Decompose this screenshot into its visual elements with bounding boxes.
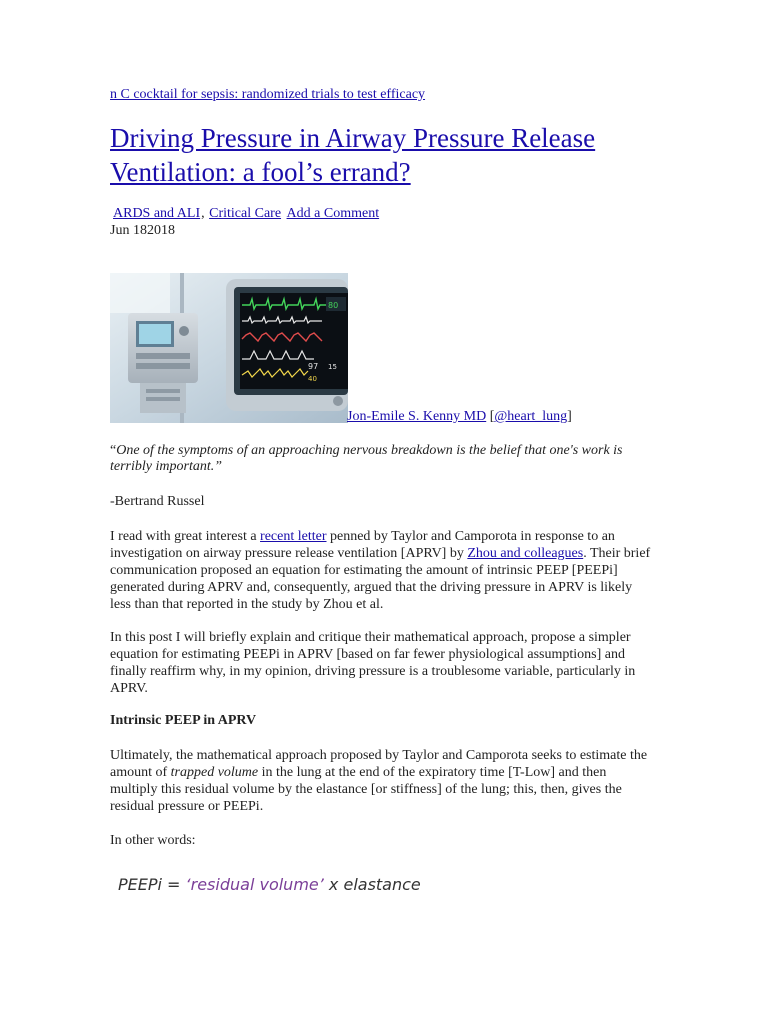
body-paragraph-2: In this post I will briefly explain and critique their mathematical approach, propose a simpler equation for estimating PEEPi in APRV [based on far fewer physiological assumptions] and finally reaffirm why, in my opinion, driving pressure is a troublesome variable, particularly in APRV. bbox=[110, 630, 636, 696]
icu-monitor-image bbox=[110, 273, 348, 423]
author-line: Jon-Emile S. Kenny MD [@heart_lung] bbox=[347, 409, 572, 424]
quote-close-mark: ” bbox=[214, 459, 223, 474]
equation-rhs: elastance bbox=[343, 875, 421, 894]
equation-times: x bbox=[323, 875, 344, 894]
paragraph-text: in the lung at the end of the expiratory time [T-Low] and then multiply this residual volume by the elastance [or stiffness] of the lung; this, then, gives the residual pressure or PEEPi. bbox=[110, 765, 622, 814]
body-paragraph-3 bbox=[110, 747, 655, 815]
category-link-critical-care[interactable]: Critical Care bbox=[209, 206, 282, 221]
svg-text:15: 15 bbox=[328, 363, 337, 371]
emphasized-text: trapped volume bbox=[170, 765, 259, 780]
svg-text:97: 97 bbox=[308, 362, 319, 371]
equation-lhs: PEEPi bbox=[118, 875, 162, 894]
quote-attribution: -Bertrand Russel bbox=[110, 494, 205, 509]
post-title bbox=[110, 121, 670, 189]
quote-text: One of the symptoms of an approaching nervous breakdown is the belief that one's work is terribly important. bbox=[110, 443, 623, 474]
post-meta bbox=[112, 206, 380, 222]
category-separator: , bbox=[201, 206, 205, 221]
author-link[interactable]: Jon-Emile S. Kenny MD bbox=[347, 409, 487, 424]
paragraph-text: I read with great interest a bbox=[110, 529, 261, 544]
equation-equals: = bbox=[161, 875, 186, 894]
category-link-ards[interactable]: ARDS and ALI bbox=[113, 206, 201, 221]
epigraph-quote bbox=[110, 443, 650, 475]
previous-post-link[interactable]: n C cocktail for sepsis: randomized trials to test efficacy bbox=[110, 87, 426, 102]
svg-text:80: 80 bbox=[328, 301, 339, 310]
quote-open-mark: “ bbox=[110, 443, 117, 458]
zhou-colleagues-link[interactable]: Zhou and colleagues bbox=[467, 546, 584, 561]
body-paragraph-1 bbox=[110, 528, 655, 613]
post-title-link[interactable]: Driving Pressure in Airway Pressure Release Ventilation: a fool’s errand? bbox=[110, 123, 596, 187]
peepi-equation bbox=[118, 875, 421, 894]
post-date: Jun 182018 bbox=[110, 223, 175, 238]
paragraph-text: penned by Taylor and Camporota in response to an investigation on airway pressure release ventilation [APRV] by bbox=[110, 529, 615, 561]
recent-letter-link[interactable]: recent letter bbox=[260, 529, 327, 544]
add-comment-link[interactable]: Add a Comment bbox=[286, 206, 380, 221]
paragraph-text: Ultimately, the mathematical approach proposed by Taylor and Camporota seeks to estimate the amount of bbox=[110, 748, 648, 780]
paragraph-text: . Their brief communication proposed an equation for estimating the amount of intrinsic PEEP [PEEPi] generated during APRV and, consequently, argued that the driving pressure in APRV is likely less than that reported in the study by Zhou et al. bbox=[110, 546, 651, 612]
equation-residual-volume: ‘residual volume’ bbox=[185, 875, 324, 894]
twitter-handle-link[interactable]: @heart_lung bbox=[494, 409, 568, 424]
body-paragraph-4: In other words: bbox=[110, 833, 196, 848]
section-heading: Intrinsic PEEP in APRV bbox=[110, 713, 257, 728]
svg-text:40: 40 bbox=[308, 375, 317, 383]
